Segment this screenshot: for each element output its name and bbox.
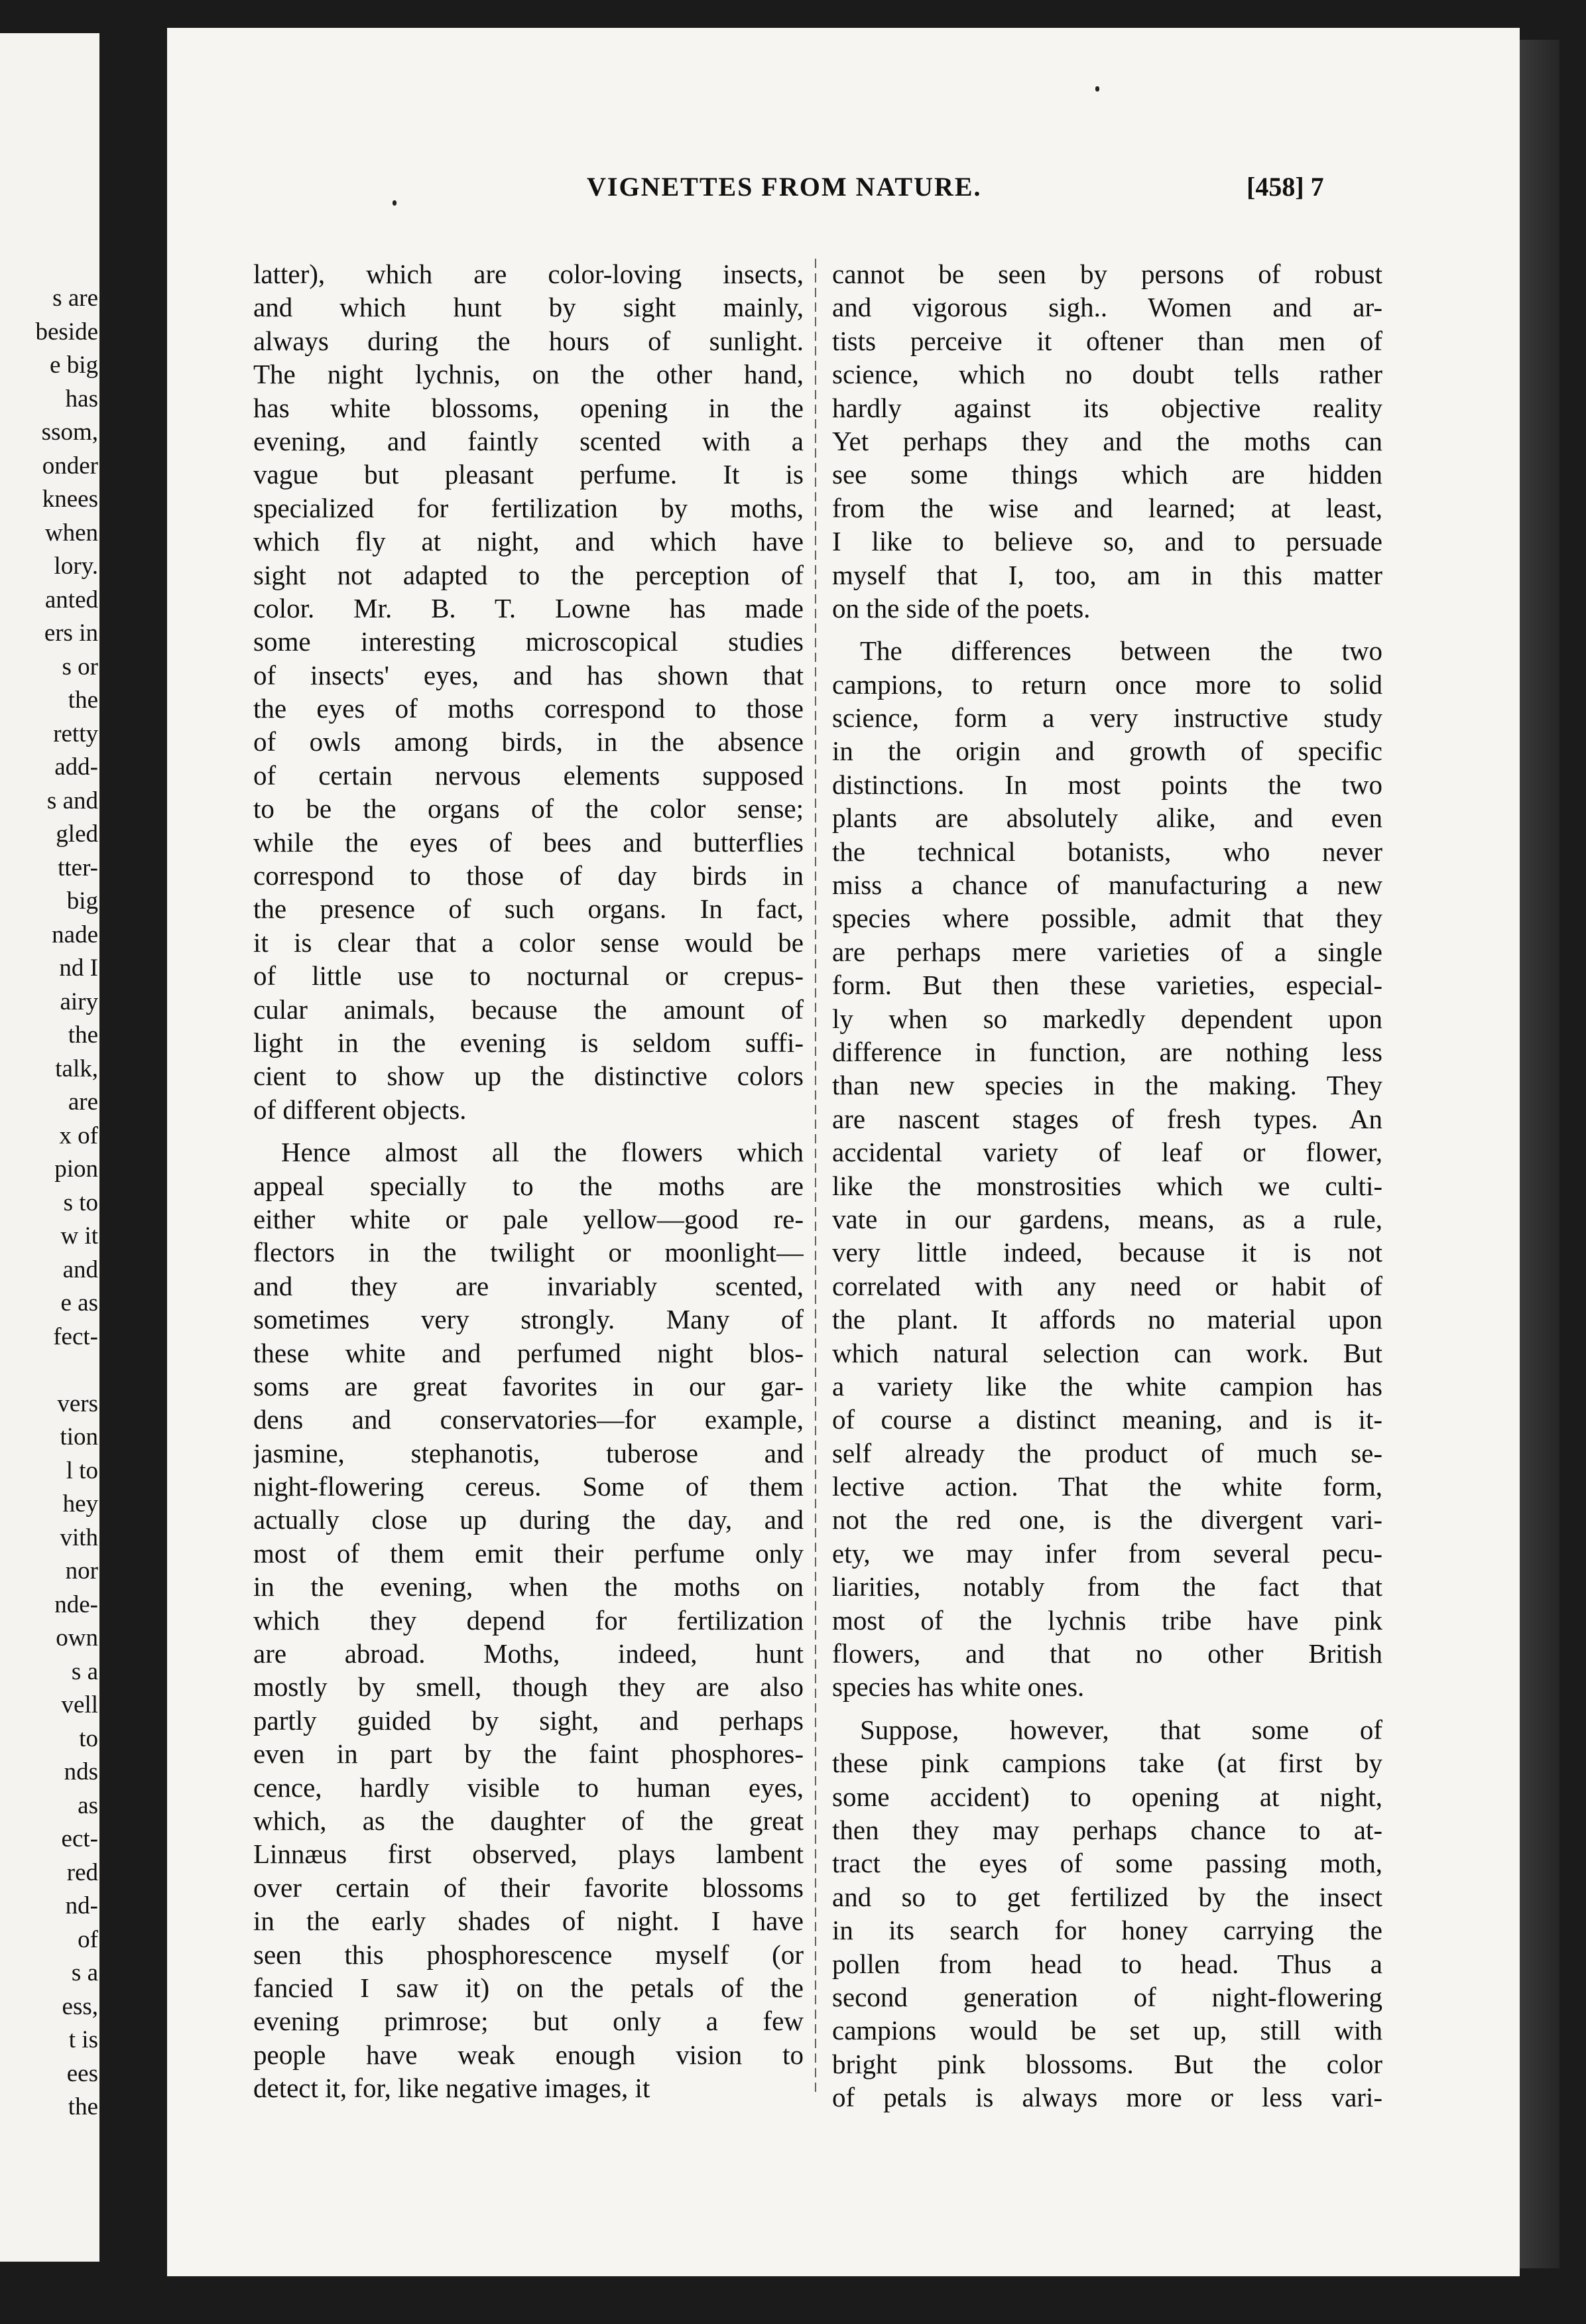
text-line: self already the product of much se- [832, 1437, 1382, 1468]
text-line: Hence almost all the flowers which [281, 1137, 804, 1168]
left-column [253, 257, 804, 2104]
text-line: latter), which are color-loving insects, [253, 259, 804, 289]
facing-page-line: own [56, 1624, 98, 1651]
text-line: the plant. It affords no material upon [832, 1304, 1382, 1335]
facing-page-line: vers [57, 1389, 98, 1417]
text-line: from the wise and learned; at least, [832, 492, 1382, 523]
facing-page-line: nor [65, 1557, 98, 1584]
text-line: of different objects. [253, 1094, 467, 1125]
text-line: cannot be seen by persons of robust [832, 259, 1382, 289]
facing-page-line: e big [50, 352, 98, 379]
text-line: difference in function, are nothing less [832, 1036, 1382, 1067]
text-line: not the red one, is the divergent vari- [832, 1504, 1382, 1535]
facing-page-line: fect- [53, 1323, 98, 1350]
column-rule [815, 259, 816, 2096]
text-line: some interesting microscopical studies [253, 626, 804, 657]
page-number: [458] 7 [1247, 172, 1324, 202]
facing-page-line: s a [71, 1657, 98, 1685]
facing-page-line: talk, [55, 1055, 98, 1082]
text-line: actually close up during the day, and [253, 1504, 804, 1535]
text-line: and vigorous sigh.. Women and ar- [832, 292, 1382, 323]
text-line: to be the organs of the color sense; [253, 793, 804, 824]
text-line: it is clear that a color sense would be [253, 927, 804, 958]
text-line: I like to believe so, and to persuade [832, 526, 1382, 557]
facing-page-line: e as [60, 1289, 98, 1317]
text-line: bright pink blossoms. But the color [832, 2048, 1382, 2079]
text-line: jasmine, stephanotis, tuberose and [253, 1437, 804, 1468]
text-line: form. But then these varieties, especial- [832, 970, 1382, 1001]
print-speck [393, 200, 396, 206]
text-line: most of the lychnis tribe have pink [832, 1604, 1382, 1636]
facing-page-line: s a [71, 1959, 98, 1986]
facing-page-line: nade [52, 921, 98, 948]
text-line: always during the hours of sunlight. [253, 325, 804, 356]
text-line: sometimes very strongly. Many of [253, 1304, 804, 1335]
facing-page-line: the [68, 2093, 98, 2120]
text-line: of little use to nocturnal or crepus- [253, 960, 804, 992]
facing-page-line: onder [42, 452, 98, 480]
text-line: The night lychnis, on the other hand, [253, 359, 804, 390]
text-line: partly guided by sight, and perhaps [253, 1705, 804, 1736]
running-head: VIGNETTES FROM NATURE. [587, 172, 982, 202]
text-line: vate in our gardens, means, as a rule, [832, 1203, 1382, 1234]
text-line: while the eyes of bees and butterflies [253, 826, 804, 858]
facing-page-line: to [79, 1724, 98, 1752]
facing-page-line: lory. [54, 552, 98, 580]
text-line: science, which no doubt tells rather [832, 359, 1382, 390]
right-column [832, 257, 1382, 2114]
text-line: then they may perhaps chance to at- [832, 1814, 1382, 1845]
text-line: and which hunt by sight mainly, [253, 292, 804, 323]
text-line: night-flowering cereus. Some of them [253, 1471, 804, 1502]
facing-page-line: beside [35, 318, 98, 346]
text-line: myself that I, too, am in this matter [832, 559, 1382, 590]
text-line: are perhaps mere varieties of a single [832, 936, 1382, 967]
facing-page-line: nds [64, 1758, 98, 1785]
text-line: than new species in the making. They [832, 1070, 1382, 1101]
text-line: soms are great favorites in our gar- [253, 1370, 804, 1401]
text-line: in the early shades of night. I have [253, 1905, 804, 1937]
text-line: a variety like the white campion has [832, 1370, 1382, 1401]
facing-page-line: pion [54, 1155, 98, 1183]
facing-page-line: and [62, 1256, 98, 1283]
text-line: which they depend for fertilization [253, 1604, 804, 1636]
facing-page-text [0, 282, 99, 2124]
text-line: of insects' eyes, and has shown that [253, 659, 804, 690]
facing-page-line: when [44, 519, 98, 547]
text-line: even in part by the faint phosphores- [253, 1738, 804, 1770]
facing-page-line: retty [53, 720, 98, 747]
text-line: distinctions. In most points the two [832, 769, 1382, 800]
text-line: tists perceive it oftener than men of [832, 325, 1382, 356]
facing-page-line: add- [54, 753, 98, 781]
text-line: in the origin and growth of specific [832, 736, 1382, 767]
text-line: mostly by smell, though they are also [253, 1671, 804, 1703]
text-line: science, form a very instructive study [832, 702, 1382, 734]
text-line: Linnæus first observed, plays lambent [253, 1839, 804, 1870]
text-line: evening primrose; but only a few [253, 2006, 804, 2037]
text-line: the technical botanists, who never [832, 836, 1382, 867]
text-line: see some things which are hidden [832, 459, 1382, 490]
text-line: ly when so markedly dependent upon [832, 1003, 1382, 1034]
text-line: accidental variety of leaf or flower, [832, 1137, 1382, 1168]
text-line: hardly against its objective reality [832, 392, 1382, 423]
text-line: are abroad. Moths, indeed, hunt [253, 1638, 804, 1669]
text-line: cular animals, because the amount of [253, 994, 804, 1025]
facing-page-line: knees [42, 485, 98, 513]
text-line: some accident) to opening at night, [832, 1781, 1382, 1812]
text-line: over certain of their favorite blossoms [253, 1872, 804, 1903]
text-line: species where possible, admit that they [832, 903, 1382, 934]
text-line: cient to show up the distinctive colors [253, 1061, 804, 1092]
text-line: Suppose, however, that some of [860, 1714, 1382, 1745]
facing-page-line: s or [62, 653, 98, 680]
facing-page-line: hey [62, 1490, 98, 1517]
text-line: flectors in the twilight or moonlight— [253, 1237, 804, 1268]
facing-page-line: l to [66, 1456, 98, 1484]
text-line: vague but pleasant perfume. It is [253, 459, 804, 490]
facing-page-line: ees [66, 2059, 98, 2087]
facing-page-line: s and [46, 787, 98, 814]
text-line: these pink campions take (at first by [832, 1748, 1382, 1779]
text-line: campions, to return once more to solid [832, 669, 1382, 700]
text-line: correlated with any need or habit of [832, 1270, 1382, 1301]
facing-page-line: the [68, 686, 98, 714]
text-line: specialized for fertilization by moths, [253, 492, 804, 523]
print-speck [1095, 86, 1099, 92]
facing-page-line: as [78, 1791, 98, 1819]
text-line: in its search for honey carrying the [832, 1915, 1382, 1946]
text-line: appeal specially to the moths are [253, 1170, 804, 1201]
text-line: color. Mr. B. T. Lowne has made [253, 592, 804, 623]
text-line: liarities, notably from the fact that [832, 1571, 1382, 1602]
text-line: which natural selection can work. But [832, 1337, 1382, 1368]
text-line: of certain nervous elements supposed [253, 759, 804, 791]
text-line: has white blossoms, opening in the [253, 392, 804, 423]
facing-page-fragment [0, 33, 99, 2262]
facing-page-line: the [68, 1021, 98, 1049]
facing-page-line: are [68, 1088, 98, 1116]
facing-page-line: nde- [54, 1590, 98, 1618]
text-line: the eyes of moths correspond to those [253, 693, 804, 724]
text-line: of owls among birds, in the absence [253, 726, 804, 757]
text-line: species has white ones. [832, 1671, 1085, 1703]
facing-page-line: t is [68, 2026, 98, 2053]
facing-page-line: gled [56, 820, 98, 848]
facing-page-line: ess, [62, 1992, 98, 2020]
page-edge [1520, 40, 1559, 2268]
text-line: plants are absolutely alike, and even [832, 803, 1382, 834]
text-line: the presence of such organs. In fact, [253, 893, 804, 925]
facing-page-line: ers in [44, 619, 98, 647]
text-line: campions would be set up, still with [832, 2015, 1382, 2046]
text-line: and so to get fertilized by the insect [832, 1881, 1382, 1912]
text-line: tract the eyes of some passing moth, [832, 1848, 1382, 1879]
text-line: The differences between the two [860, 635, 1382, 667]
facing-page-line: vith [60, 1523, 98, 1551]
text-line: people have weak enough vision to [253, 2039, 804, 2070]
text-line: and they are invariably scented, [253, 1270, 804, 1301]
text-line: which fly at night, and which have [253, 526, 804, 557]
text-line: on the side of the poets. [832, 592, 1091, 623]
text-line: flowers, and that no other British [832, 1638, 1382, 1669]
text-line: lective action. That the white form, [832, 1471, 1382, 1502]
text-line: seen this phosphorescence myself (or [253, 1939, 804, 1970]
text-line: very little indeed, because it is not [832, 1237, 1382, 1268]
text-line: correspond to those of day birds in [253, 860, 804, 891]
text-line: sight not adapted to the perception of [253, 559, 804, 590]
text-line: evening, and faintly scented with a [253, 425, 804, 456]
facing-page-line: of [78, 1925, 98, 1953]
facing-page-line: ssom, [41, 419, 98, 446]
facing-page-line: s are [52, 285, 98, 312]
facing-page-line: big [66, 887, 98, 915]
text-line: of course a distinct meaning, and is it- [832, 1404, 1382, 1435]
facing-page-line: x of [59, 1122, 98, 1149]
facing-page-line: tter- [58, 854, 98, 881]
text-line: light in the evening is seldom suffi- [253, 1027, 804, 1058]
facing-page-line: nd I [59, 954, 98, 982]
text-line: dens and conservatories—for example, [253, 1404, 804, 1435]
text-line: pollen from head to head. Thus a [832, 1948, 1382, 1979]
facing-page-line: airy [60, 988, 98, 1015]
text-line: second generation of night-flowering [832, 1981, 1382, 2012]
text-line: cence, hardly visible to human eyes, [253, 1772, 804, 1803]
facing-page-line: nd- [65, 1892, 98, 1919]
facing-page-line: red [66, 1858, 98, 1886]
facing-page-line: vell [61, 1691, 98, 1718]
text-line: fancied I saw it) on the petals of the [253, 1972, 804, 2003]
facing-page-line [0, 1354, 99, 1388]
facing-page-line: has [65, 385, 98, 413]
text-line: most of them emit their perfume only [253, 1537, 804, 1569]
text-line: which, as the daughter of the great [253, 1805, 804, 1836]
text-line: are nascent stages of fresh types. An [832, 1103, 1382, 1134]
text-line: like the monstrosities which we culti- [832, 1170, 1382, 1201]
text-line: detect it, for, like negative images, it [253, 2073, 650, 2104]
text-line: miss a chance of manufacturing a new [832, 870, 1382, 901]
facing-page-line: ect- [61, 1825, 98, 1852]
text-line: these white and perfumed night blos- [253, 1337, 804, 1368]
text-line: either white or pale yellow—good re- [253, 1203, 804, 1234]
facing-page-line: w it [60, 1222, 98, 1250]
facing-page-line: s to [63, 1189, 98, 1216]
facing-page-line: anted [44, 586, 98, 613]
facing-page-line: tion [60, 1423, 98, 1451]
text-line: ety, we may infer from several pecu- [832, 1537, 1382, 1569]
text-line: of petals is always more or less vari- [832, 2082, 1382, 2113]
text-line: Yet perhaps they and the moths can [832, 425, 1382, 456]
text-line: in the evening, when the moths on [253, 1571, 804, 1602]
